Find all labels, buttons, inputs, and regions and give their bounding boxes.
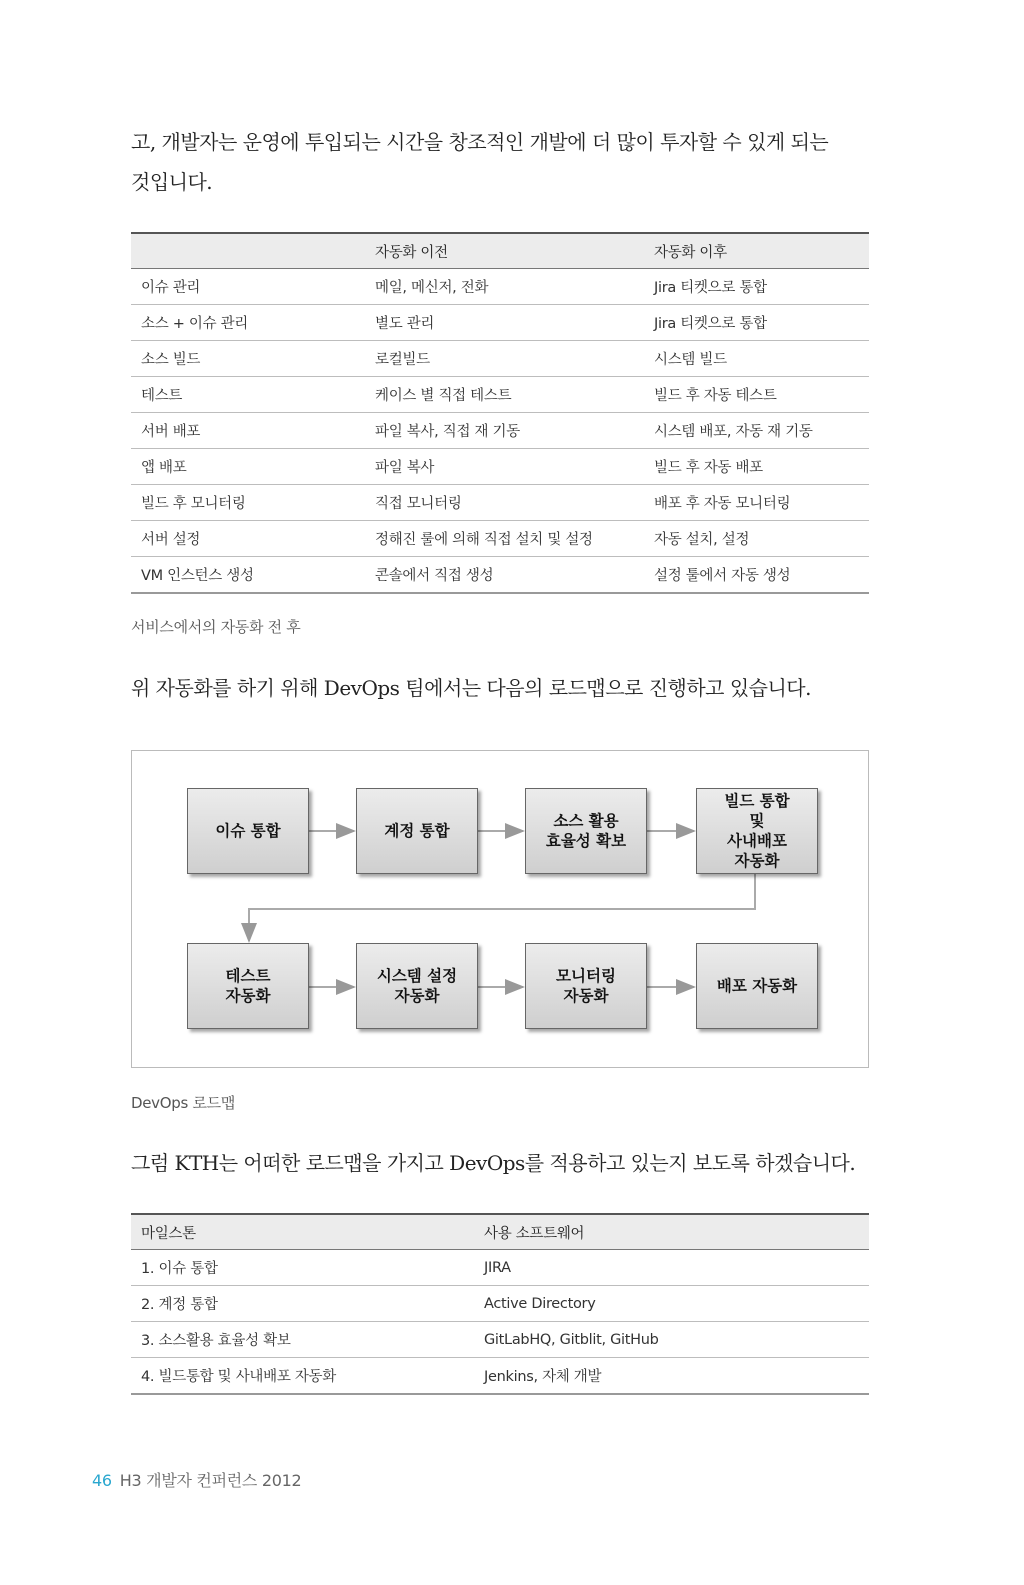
table-cell: 메일, 메신저, 전화 (363, 269, 642, 305)
table-cell: 빌드 후 모니터링 (131, 485, 363, 521)
table-cell: 4. 빌드통합 및 사내배포 자동화 (131, 1358, 472, 1395)
table-row (131, 557, 869, 594)
table-cell: 로컬빌드 (363, 341, 642, 377)
table-cell: 별도 관리 (363, 305, 642, 341)
footer-title: H3 개발자 컨퍼런스 2012 (119, 1471, 302, 1490)
automation-comparison-table (131, 232, 869, 594)
arrow-wrap (249, 874, 755, 941)
roadmap-step-deploy-automation: 배포 자동화 (696, 943, 818, 1029)
table-cell: 자동 설치, 설정 (642, 521, 869, 557)
table-cell: JIRA (472, 1250, 869, 1286)
table-header-cell: 마일스톤 (131, 1214, 472, 1250)
roadmap-step-build-integration: 빌드 통합 및 사내배포 자동화 (696, 788, 818, 874)
roadmap-step-account-integration: 계정 통합 (356, 788, 478, 874)
table-cell: Active Directory (472, 1286, 869, 1322)
roadmap-step-source-efficiency: 소스 활용 효율성 확보 (525, 788, 647, 874)
table-row (131, 269, 869, 305)
table-cell: 설정 툴에서 자동 생성 (642, 557, 869, 594)
roadmap-step-system-config: 시스템 설정 자동화 (356, 943, 478, 1029)
table1-caption: 서비스에서의 자동화 전 후 (131, 618, 301, 636)
table-header-cell (131, 233, 363, 269)
table-row (131, 1322, 869, 1358)
table-header-cell: 자동화 이후 (642, 233, 869, 269)
table-cell: 직접 모니터링 (363, 485, 642, 521)
table-cell: Jira 티켓으로 통합 (642, 269, 869, 305)
table-cell: VM 인스턴스 생성 (131, 557, 363, 594)
table-row (131, 413, 869, 449)
table-cell: 파일 복사 (363, 449, 642, 485)
table-row (131, 1250, 869, 1286)
table-row (131, 305, 869, 341)
table-row (131, 449, 869, 485)
table-cell: 테스트 (131, 377, 363, 413)
table-row (131, 521, 869, 557)
table-cell: GitLabHQ, Gitblit, GitHub (472, 1322, 869, 1358)
table-cell: Jenkins, 자체 개발 (472, 1358, 869, 1395)
table-header-cell: 자동화 이전 (363, 233, 642, 269)
milestone-software-table (131, 1213, 869, 1395)
table-row (131, 1358, 869, 1395)
table-cell: 케이스 별 직접 테스트 (363, 377, 642, 413)
table-cell: 서버 배포 (131, 413, 363, 449)
table-cell: 앱 배포 (131, 449, 363, 485)
kth-roadmap-paragraph: 그럼 KTH는 어떠한 로드맵을 가지고 DevOps를 적용하고 있는지 보도록 하겠습니다. (131, 1151, 856, 1175)
table-cell: 파일 복사, 직접 재 기동 (363, 413, 642, 449)
roadmap-step-test-automation: 테스트 자동화 (187, 943, 309, 1029)
table-cell: Jira 티켓으로 통합 (642, 305, 869, 341)
table-cell: 소스 + 이슈 관리 (131, 305, 363, 341)
table-cell: 콘솔에서 직접 생성 (363, 557, 642, 594)
table-cell: 이슈 관리 (131, 269, 363, 305)
table-cell: 시스템 배포, 자동 재 기동 (642, 413, 869, 449)
devops-roadmap-diagram (131, 750, 869, 1068)
table-row (131, 1286, 869, 1322)
roadmap-intro-paragraph: 위 자동화를 하기 위해 DevOps 팀에서는 다음의 로드맵으로 진행하고 있습니다. (131, 676, 811, 700)
table-cell: 배포 후 자동 모니터링 (642, 485, 869, 521)
roadmap-step-monitoring: 모니터링 자동화 (525, 943, 647, 1029)
table-row (131, 377, 869, 413)
table-header-cell: 사용 소프트웨어 (472, 1214, 869, 1250)
intro-paragraph (131, 122, 871, 202)
diagram-caption: DevOps 로드맵 (131, 1094, 236, 1112)
table-cell: 빌드 후 자동 테스트 (642, 377, 869, 413)
table-cell: 정해진 룰에 의해 직접 설치 및 설정 (363, 521, 642, 557)
table-row (131, 341, 869, 377)
intro-line-1: 고, 개발자는 운영에 투입되는 시간을 창조적인 개발에 더 많이 투자할 수 있게 되는 (131, 130, 829, 154)
roadmap-step-issue-integration: 이슈 통합 (187, 788, 309, 874)
table-cell: 서버 설정 (131, 521, 363, 557)
table-cell: 시스템 빌드 (642, 341, 869, 377)
table-cell: 3. 소스활용 효율성 확보 (131, 1322, 472, 1358)
table-cell: 빌드 후 자동 배포 (642, 449, 869, 485)
table-cell: 2. 계정 통합 (131, 1286, 472, 1322)
table-row (131, 485, 869, 521)
page-number: 46 (92, 1471, 112, 1490)
table-header-row (131, 1214, 869, 1250)
table-header-row (131, 233, 869, 269)
table-cell: 소스 빌드 (131, 341, 363, 377)
table-cell: 1. 이슈 통합 (131, 1250, 472, 1286)
page-footer (92, 1468, 301, 1491)
intro-line-2: 것입니다. (131, 170, 213, 194)
